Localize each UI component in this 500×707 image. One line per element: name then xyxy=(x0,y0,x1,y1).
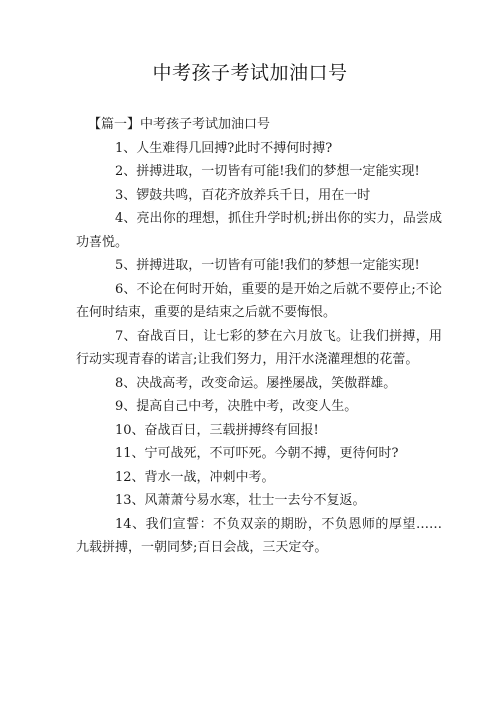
slogan-item-14: 14、我们宣誓：不负双亲的期盼，不负恩师的厚望……九载拼搏，一朝同梦;百日会战，三天定夺。 xyxy=(76,516,442,555)
slogan-item-4: 4、亮出你的理想，抓住升学时机;拼出你的实力，品尝成功喜悦。 xyxy=(76,211,442,250)
slogan-item-1: 1、人生难得几回搏?此时不搏何时搏? xyxy=(115,140,333,156)
slogan-item-8: 8、决战高考，改变命运。屡挫屡战，笑傲群雄。 xyxy=(115,375,397,391)
slogan-item-2: 2、拼搏进取，一切皆有可能!我们的梦想一定能实现! xyxy=(115,164,420,179)
slogan-item-5: 5、拼搏进取，一切皆有可能!我们的梦想一定能实现! xyxy=(115,258,420,273)
document-body xyxy=(76,113,442,560)
slogan-item-10: 10、奋战百日，三载拼搏终有回报! xyxy=(115,422,319,438)
slogan-item-6: 6、不论在何时开始，重要的是开始之后就不要停止;不论在何时结束，重要的是结束之后就不要悔恨。 xyxy=(76,281,442,320)
slogan-item-3: 3、锣鼓共鸣，百花齐放养兵千日，用在一时 xyxy=(115,187,371,203)
slogan-item-13: 13、风萧萧兮易水寒，壮士一去兮不复返。 xyxy=(115,493,366,508)
page-title: 中考孩子考试加油口号 xyxy=(152,62,348,84)
slogan-item-12: 12、背水一战，冲刺中考。 xyxy=(115,469,275,485)
section-heading: 【篇一】中考孩子考试加油口号 xyxy=(88,117,271,132)
slogan-item-7: 7、奋战百日，让七彩的梦在六月放飞。让我们拼搏，用行动实现青春的诺言;让我们努力，用汗水浇灌理想的花蕾。 xyxy=(76,328,442,367)
slogan-item-9: 9、提高自己中考，决胜中考，改变人生。 xyxy=(115,399,358,414)
slogan-item-11: 11、宁可战死，不可吓死。今朝不搏，更待何时? xyxy=(115,446,399,461)
